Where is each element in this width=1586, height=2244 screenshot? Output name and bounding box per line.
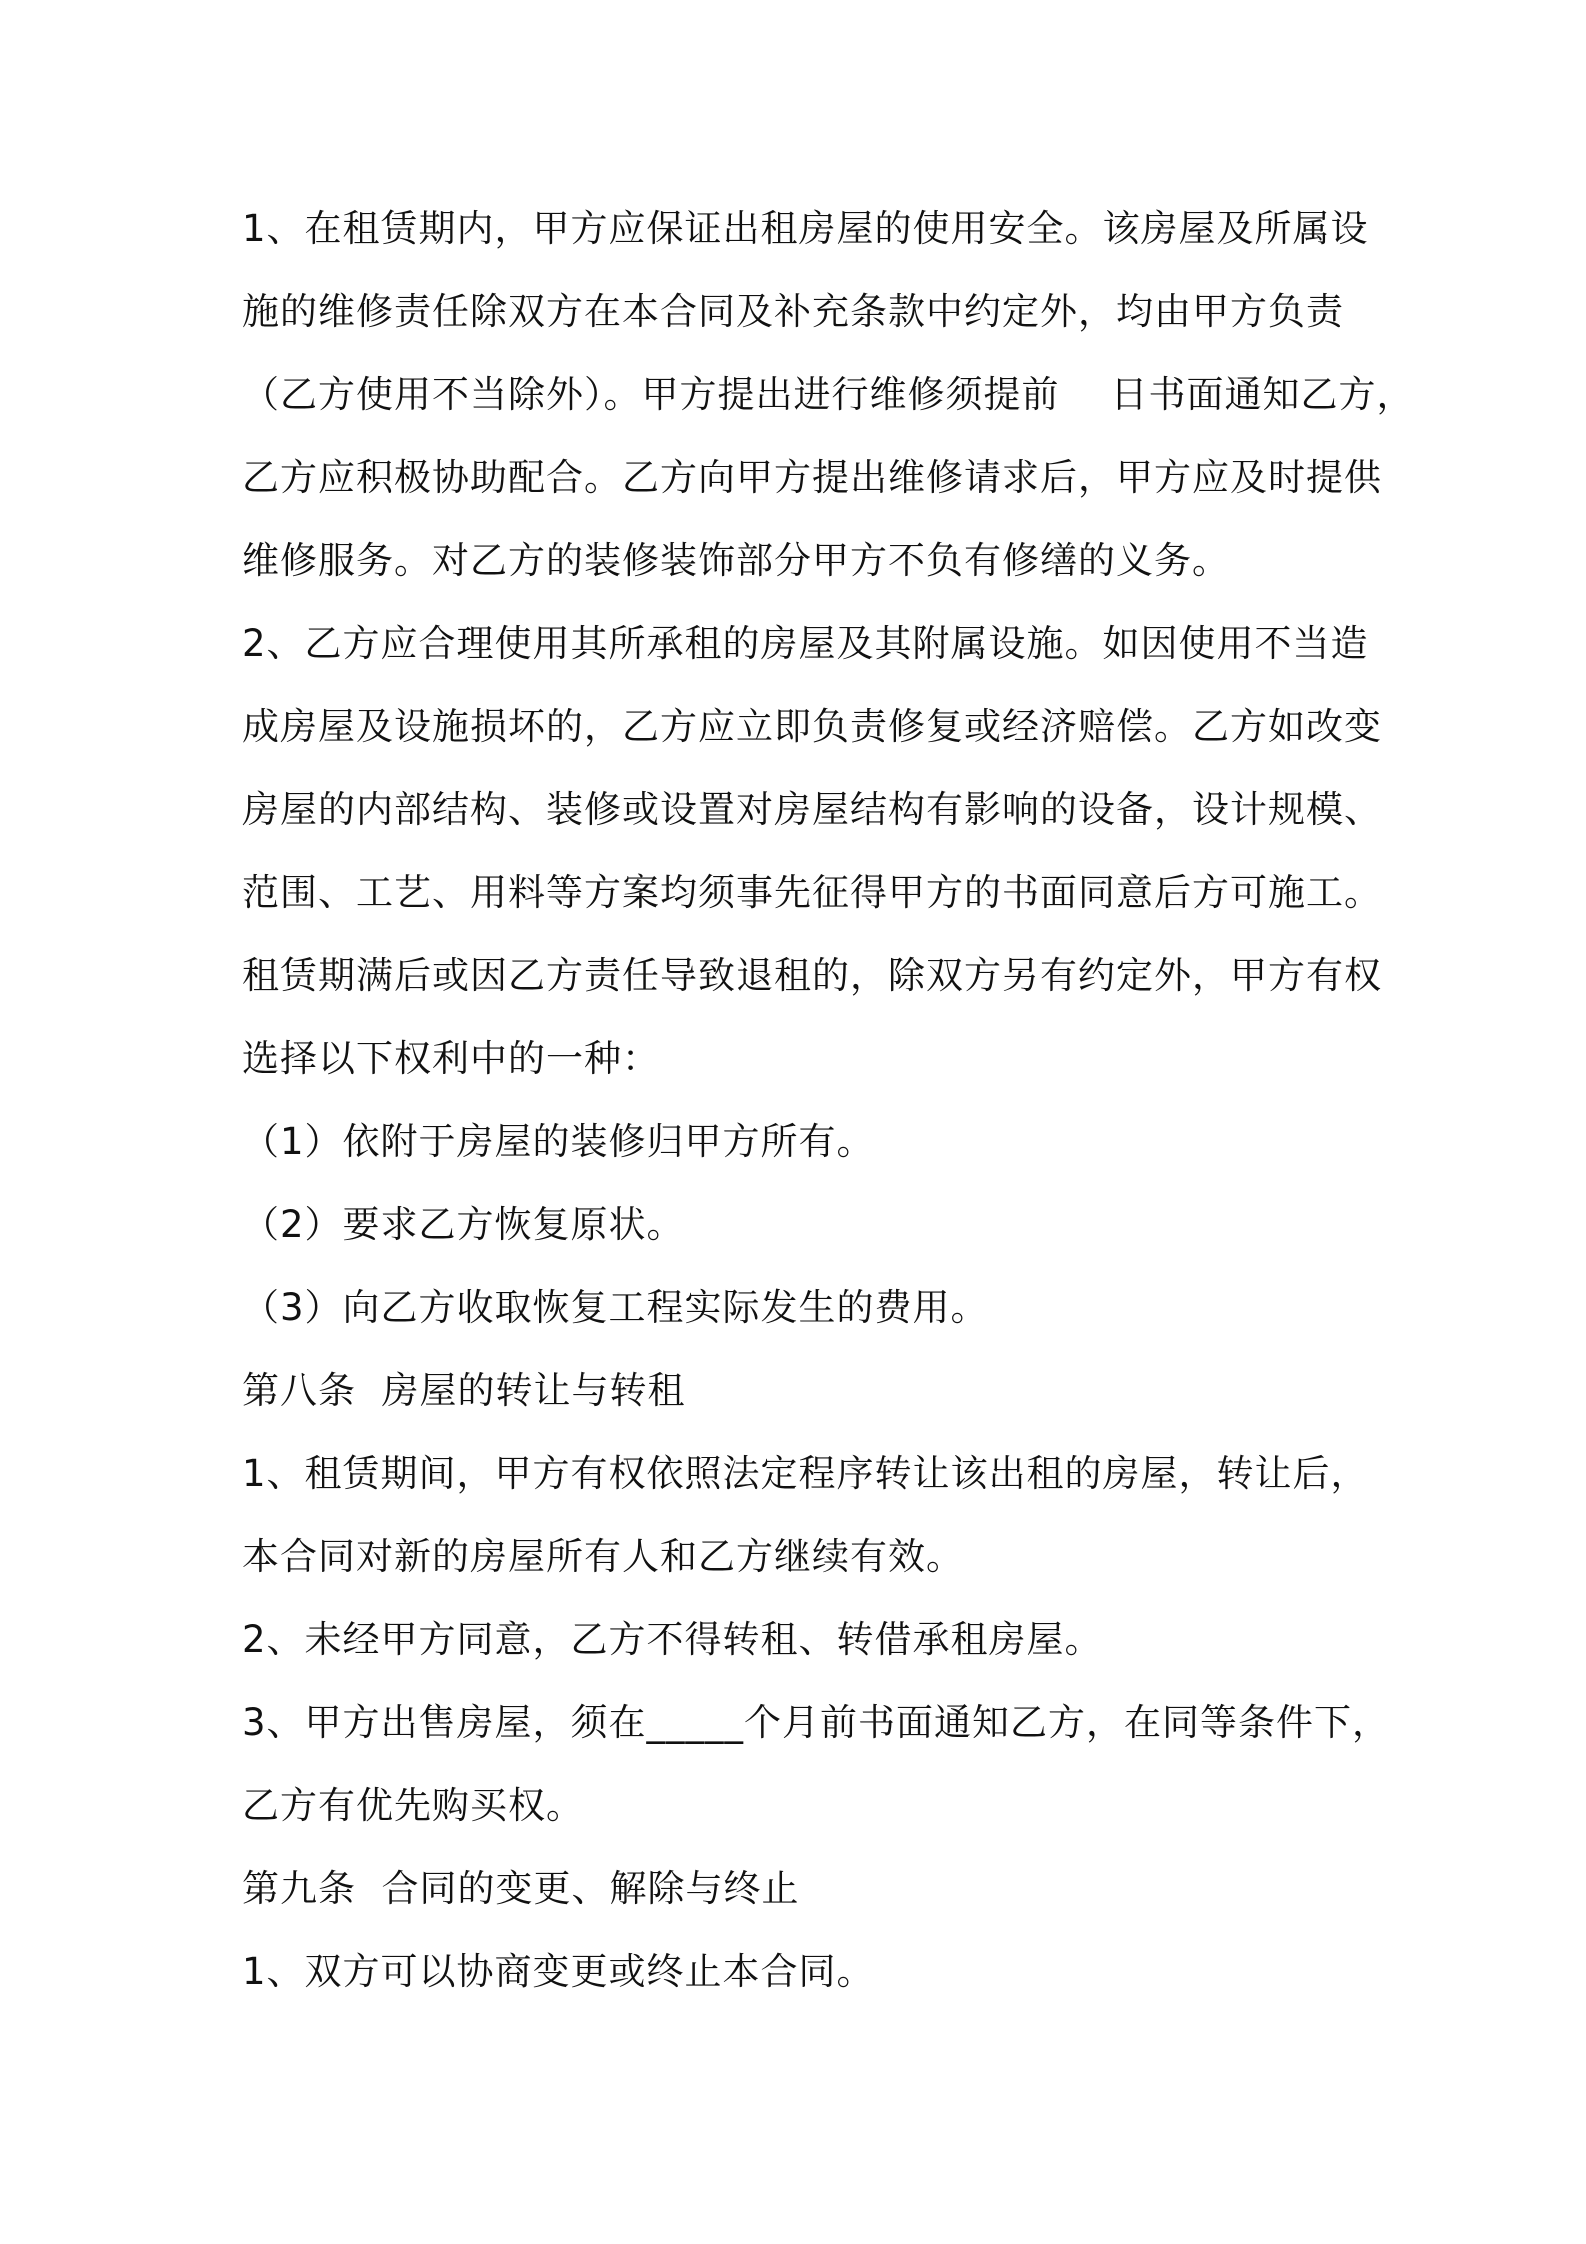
text-line: 本合同对新的房屋所有人和乙方继续有效。 <box>242 1535 964 1578</box>
text-line: （乙方使用不当除外）。甲方提出进行维修须提前 日书面通知乙方， <box>242 373 1415 416</box>
list-item: （1）依附于房屋的装修归甲方所有。 <box>242 1120 875 1163</box>
text-line: 选择以下权利中的一种： <box>242 1037 660 1080</box>
text-line: 1、双方可以协商变更或终止本合同。 <box>242 1950 875 1993</box>
text-line: 成房屋及设施损坏的，乙方应立即负责修复或经济赔偿。乙方如改变 <box>242 705 1382 748</box>
section-heading: 第九条 合同的变更、解除与终止 <box>242 1867 800 1910</box>
text-line: 乙方应积极协助配合。乙方向甲方提出维修请求后，甲方应及时提供 <box>242 456 1382 499</box>
list-item: （2）要求乙方恢复原状。 <box>242 1203 685 1246</box>
text-line: 租赁期满后或因乙方责任导致退租的，除双方另有约定外，甲方有权 <box>242 954 1382 997</box>
text-line: 施的维修责任除双方在本合同及补充条款中约定外，均由甲方负责 <box>242 290 1344 333</box>
text-line: 1、租赁期间，甲方有权依照法定程序转让该出租的房屋，转让后， <box>242 1452 1369 1495</box>
text-line: 维修服务。对乙方的装修装饰部分甲方不负有修缮的义务。 <box>242 539 1230 582</box>
text-line: 乙方有优先购买权。 <box>242 1784 584 1827</box>
list-item: （3）向乙方收取恢复工程实际发生的费用。 <box>242 1286 989 1329</box>
text-line: 范围、工艺、用料等方案均须事先征得甲方的书面同意后方可施工。 <box>242 871 1382 914</box>
text-line: 2、乙方应合理使用其所承租的房屋及其附属设施。如因使用不当造 <box>242 622 1369 665</box>
document-body <box>242 200 1415 2026</box>
text-line: 1、在租赁期内，甲方应保证出租房屋的使用安全。该房屋及所属设 <box>242 207 1369 250</box>
text-line: 房屋的内部结构、装修或设置对房屋结构有影响的设备，设计规模、 <box>242 788 1382 831</box>
text-line: 3、甲方出售房屋，须在_____个月前书面通知乙方，在同等条件下， <box>242 1701 1391 1744</box>
text-line: 2、未经甲方同意，乙方不得转租、转借承租房屋。 <box>242 1618 1103 1661</box>
section-heading: 第八条 房屋的转让与转租 <box>242 1369 686 1412</box>
